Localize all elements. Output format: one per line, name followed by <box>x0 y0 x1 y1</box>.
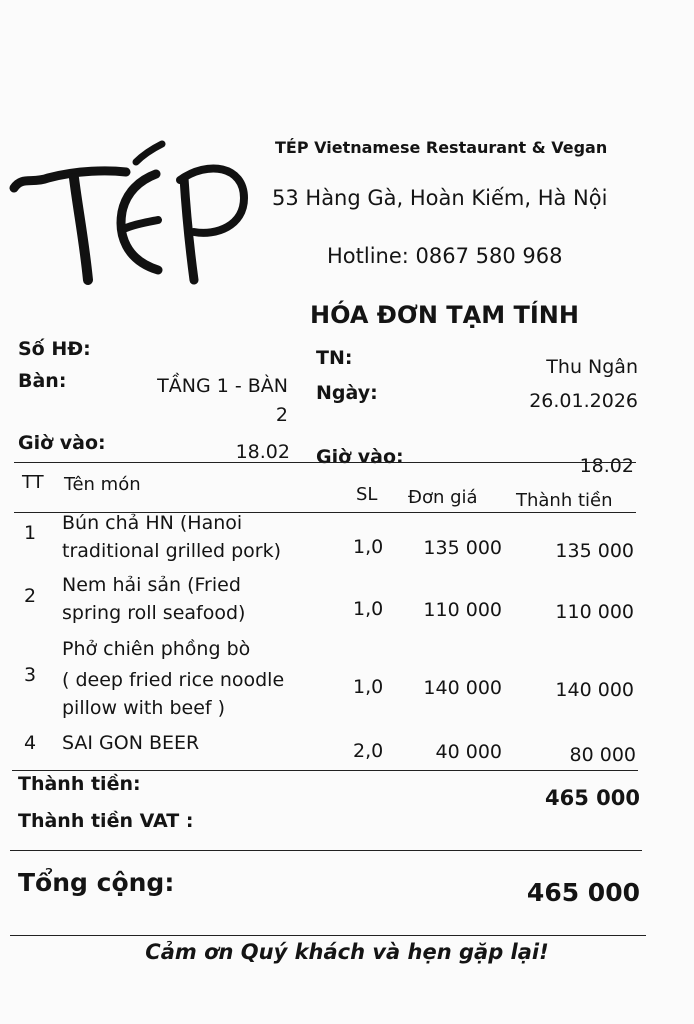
subtotal-label: Thành tiền: <box>18 773 141 795</box>
total-value: 465 000 <box>526 878 640 907</box>
table-value-line2: 2 <box>275 404 288 426</box>
divider <box>10 850 642 851</box>
subtotal-value: 465 000 <box>545 786 640 810</box>
row-3-price: 140 000 <box>423 677 502 699</box>
row-1-name-line1: Bún chả HN (Hanoi <box>62 512 243 534</box>
vat-label: Thành tiền VAT : <box>18 810 194 832</box>
row-1-name-line2: traditional grilled pork) <box>62 540 282 562</box>
row-1-amount: 135 000 <box>555 540 634 562</box>
restaurant-address: 53 Hàng Gà, Hoàn Kiếm, Hà Nội <box>272 186 608 210</box>
divider <box>14 462 636 463</box>
cashier-label: TN: <box>316 347 353 369</box>
date-value: 26.01.2026 <box>529 390 638 412</box>
row-3-qty: 1,0 <box>353 676 384 698</box>
row-4-qty: 2,0 <box>353 740 384 762</box>
invoice-number-label: Số HĐ: <box>18 338 91 360</box>
restaurant-logo <box>8 140 253 290</box>
row-1-qty: 1,0 <box>353 536 384 558</box>
row-3-name-line3: pillow with beef ) <box>62 697 226 719</box>
restaurant-hotline: Hotline: 0867 580 968 <box>327 244 563 268</box>
row-3-amount: 140 000 <box>555 679 634 701</box>
row-3-name-line2: ( deep fried rice noodle <box>62 669 285 691</box>
total-label: Tổng cộng: <box>18 868 175 897</box>
row-2-price: 110 000 <box>423 599 502 621</box>
row-2-amount: 110 000 <box>555 601 634 623</box>
row-2-name-line2: spring roll seafood) <box>62 602 246 624</box>
checkin-label: Giờ vào: <box>18 432 106 454</box>
row-2-no: 2 <box>24 585 37 607</box>
checkin2-value: 18.02 <box>579 455 634 477</box>
row-2-qty: 1,0 <box>353 598 384 620</box>
checkin-value: 18.02 <box>235 441 290 463</box>
cashier-value: Thu Ngân <box>546 356 638 378</box>
row-2-name-line1: Nem hải sản (Fried <box>62 574 241 596</box>
table-value-line1: TẦNG 1 - BÀN <box>157 375 288 397</box>
row-4-amount: 80 000 <box>569 744 636 766</box>
row-4-no: 4 <box>24 732 37 754</box>
row-1-no: 1 <box>24 522 37 544</box>
restaurant-name: TÉP Vietnamese Restaurant & Vegan <box>275 138 608 157</box>
thank-you-message: Cảm ơn Quý khách và hẹn gặp lại! <box>145 940 549 964</box>
header-qty: SL <box>356 484 378 505</box>
checkin2-label: Giờ vào: <box>316 446 404 468</box>
divider <box>12 770 638 771</box>
row-4-price: 40 000 <box>435 741 502 763</box>
date-label: Ngày: <box>316 382 378 404</box>
row-3-name-line1: Phở chiên phồng bò <box>62 638 251 660</box>
row-3-no: 3 <box>24 664 37 686</box>
header-name: Tên món <box>64 474 141 495</box>
divider <box>10 935 646 936</box>
row-1-price: 135 000 <box>423 537 502 559</box>
header-no: TT <box>22 472 44 493</box>
header-amount: Thành tiền <box>516 490 613 511</box>
row-4-name-line1: SAI GON BEER <box>62 732 200 754</box>
invoice-title: HÓA ĐƠN TẠM TÍNH <box>310 301 579 329</box>
table-label: Bàn: <box>18 370 67 392</box>
header-price: Đơn giá <box>408 487 478 508</box>
